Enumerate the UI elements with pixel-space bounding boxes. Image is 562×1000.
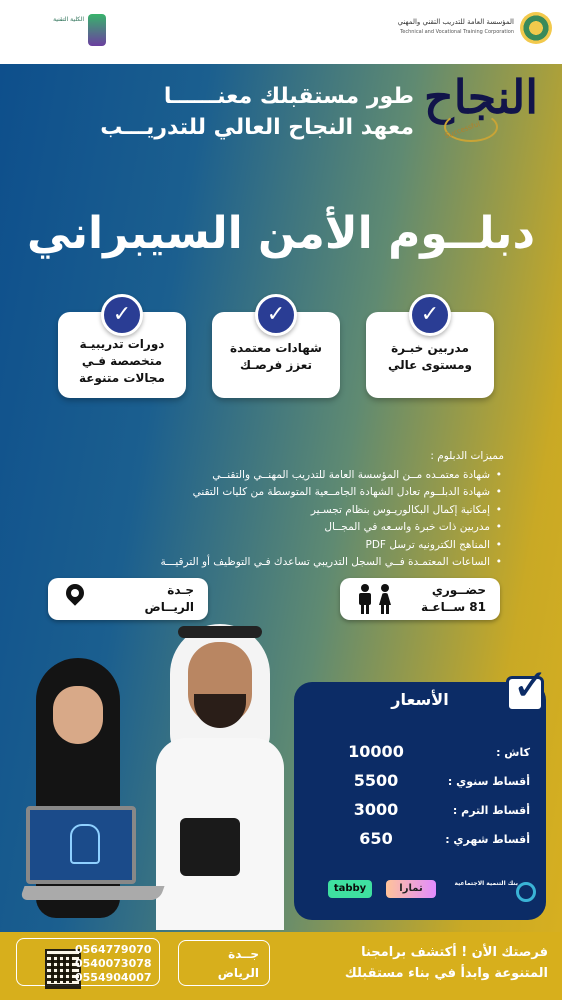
sdb-logo: بنك التنمية الاجتماعية — [448, 880, 536, 898]
diploma-features — [34, 448, 504, 572]
attendance-pill — [340, 578, 500, 620]
contact-box — [16, 938, 160, 986]
list-item: • الساعات المعتمـدة فــي السجل التدريبي تساعدك فـي التوظيف أو الترقيـــة — [34, 554, 504, 572]
feature-line: ومستوى عالي — [387, 358, 473, 372]
college-logo-icon — [88, 14, 106, 46]
feature-line: مدربين خبـرة — [391, 341, 469, 355]
price-row-yearly — [310, 771, 530, 791]
phone-list — [75, 943, 152, 985]
cta-line2: المتنوعة وابدأ في بناء مستقبلك — [344, 966, 548, 981]
feature-line: مجالات متنوعة — [79, 371, 165, 385]
tamara-logo: تمارا — [386, 880, 436, 898]
feature-line: متخصصة فـي — [81, 354, 163, 368]
slogan-line1: طور مستقبلك معنــــــا — [163, 84, 414, 109]
tvtc-name-en: Technical and Vocational Training Corporation — [400, 29, 514, 35]
top-logo-bar — [0, 0, 562, 64]
attendance-hours: 81 ســاعـة — [421, 600, 486, 614]
location-city1: جـدة — [167, 583, 194, 597]
price-value: 10000 — [348, 742, 404, 761]
people-icon — [358, 584, 394, 614]
attendance-mode: حضــوري — [431, 583, 486, 597]
slogan — [94, 82, 414, 144]
cta-line1: فرصتك الأن ! أكتشف برامجنا — [361, 945, 548, 960]
footer-bar — [0, 932, 562, 1000]
feature-card-trainers — [366, 302, 494, 398]
diploma-features-list — [34, 467, 504, 572]
price-row-term — [310, 800, 530, 820]
list-item: • إمكانية إكمال البكالوريـوس بنظام تجسـير — [34, 502, 504, 520]
checkbox-tick-icon: ✓ — [506, 666, 558, 716]
prices-title: الأسعار — [391, 690, 449, 709]
phone-number[interactable]: 0540073078 — [75, 957, 152, 970]
list-item: • شهادة الدبلــوم تعادل الشهادة الجامــعية المتوسطة من كليات التقني — [34, 484, 504, 502]
tvtc-name-ar: المؤسسة العامة للتدريب التقني والمهني — [397, 18, 514, 26]
laptop-with-lock-icon — [22, 806, 162, 916]
diploma-features-heading: مميزات الدبلوم : — [430, 450, 504, 462]
feature-line: شهادات معتمدة — [230, 341, 322, 355]
najah-logo-script: النجاح — [424, 70, 539, 124]
price-value: 3000 — [353, 800, 399, 819]
check-circle-icon: ✓ — [255, 294, 297, 336]
footer-cta — [308, 942, 548, 984]
najah-logo-sub: Successful — [443, 119, 482, 141]
feature-card-courses — [58, 302, 186, 398]
payment-providers — [294, 878, 546, 902]
college-logo-text: الكلية التقنية — [53, 16, 84, 23]
prices-panel — [294, 660, 549, 920]
feature-line: دورات تدريبيـة — [79, 337, 165, 351]
man-figure — [150, 618, 290, 930]
trainees-photo — [0, 618, 300, 930]
price-row-cash — [310, 742, 530, 762]
tabby-logo: tabby — [328, 880, 372, 898]
course-title: دبلــوم الأمن السيبراني — [26, 208, 536, 259]
feature-line: تعزز فرصـك — [239, 358, 313, 372]
slogan-line2: معهد النجاح العالي للتدريـــب — [100, 115, 414, 140]
price-value: 5500 — [353, 771, 399, 790]
najah-logo — [418, 68, 539, 150]
check-circle-icon: ✓ — [101, 294, 143, 336]
phone-number[interactable]: 0564779070 — [75, 943, 152, 956]
location-city2: الريــاض — [144, 600, 194, 614]
price-label: أقساط الترم : — [452, 804, 530, 817]
footer-cities — [178, 940, 270, 986]
list-item: • شهادة معتمـده مــن المؤسسة العامة للتدريب المهنــي والتقنــي — [34, 467, 504, 485]
tvtc-logo-icon — [520, 12, 552, 44]
location-pill — [48, 578, 208, 620]
list-item: • المناهج الكترونيه ترسل PDF — [34, 537, 504, 555]
price-row-monthly — [310, 829, 530, 849]
check-circle-icon: ✓ — [409, 294, 451, 336]
price-label: أقساط شهري : — [445, 833, 530, 846]
price-label: أقساط سنوي : — [447, 775, 530, 788]
tablet-image — [180, 818, 240, 876]
location-pin-icon — [64, 584, 86, 614]
college-logo — [14, 14, 106, 54]
footer-city: جــدة — [228, 947, 259, 961]
price-label: كاش : — [496, 746, 530, 759]
attendance-text — [421, 582, 486, 616]
woman-icon — [378, 584, 392, 614]
tvtc-logo — [397, 12, 552, 48]
phone-number[interactable]: 0554904007 — [75, 971, 152, 984]
footer-city: الرياض — [217, 966, 259, 980]
price-value: 650 — [359, 829, 393, 848]
list-item: • مدربين ذات خبرة واسـعه في المجــال — [34, 519, 504, 537]
location-text — [145, 582, 194, 616]
lock-icon — [70, 824, 100, 864]
feature-card-certificates — [212, 302, 340, 398]
man-icon — [358, 584, 372, 614]
